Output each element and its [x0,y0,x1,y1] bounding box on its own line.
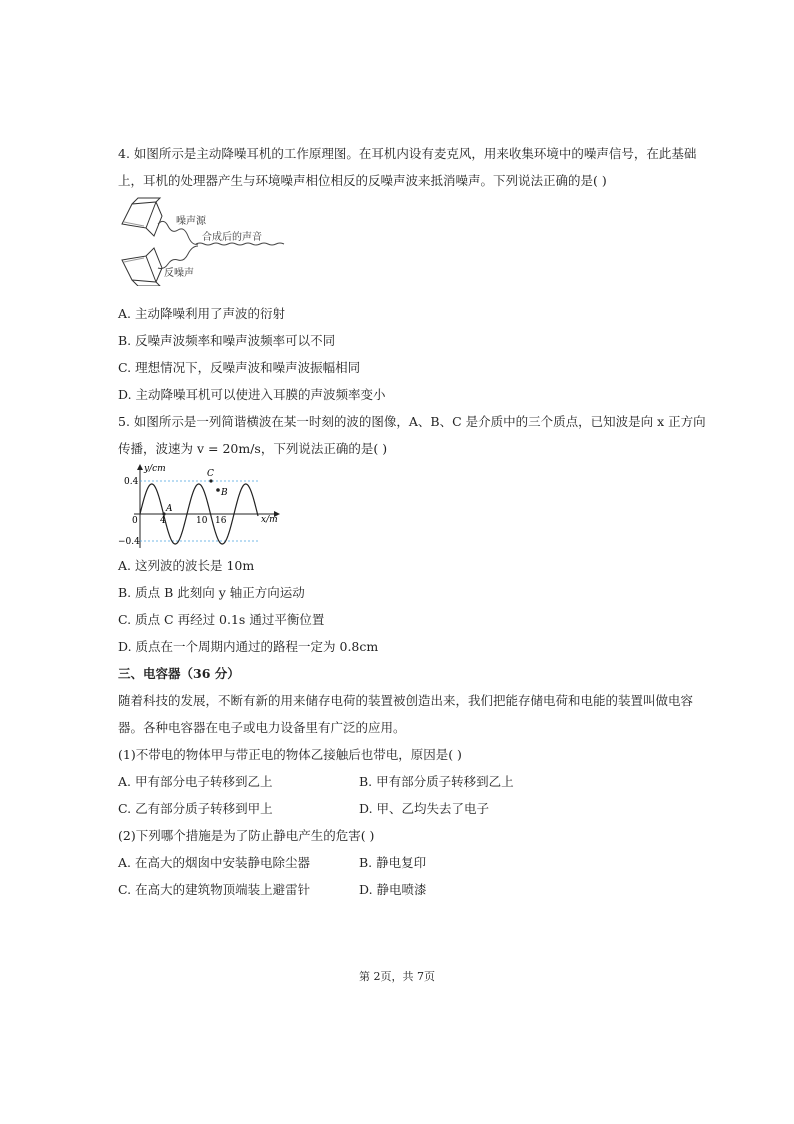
sub2-option-a: A. 在高大的烟囱中安装静电除尘器 [118,855,310,870]
y-tick-top: 0.4 [124,477,139,487]
label-anti-noise: 反噪声 [164,268,194,279]
q4-option-a: A. 主动降噪利用了声波的衍射 [118,306,285,321]
combined-wave-icon [196,243,284,245]
q5-option-b: B. 质点 B 此刻向 y 轴正方向运动 [118,585,305,600]
q4-option-b: B. 反噪声波频率和噪声波频率可以不同 [118,333,336,348]
q4-stem-line2: 上，耳机的处理器产生与环境噪声相位相反的反噪声波来抵消噪声。下列说法正确的是( ) [118,173,607,188]
point-b-marker [216,488,220,492]
x-tick-4: 4 [160,516,166,526]
sub2-option-b: B. 静电复印 [359,855,427,870]
sub1-option-a: A. 甲有部分电子转移到乙上 [118,774,273,789]
speaker-top-icon [122,198,162,236]
noise-cancel-figure [118,196,288,286]
speaker-bottom-icon [122,248,162,286]
page-footer: 第 2页，共 7页 [359,970,435,983]
sub2-option-d: D. 静电喷漆 [359,882,427,897]
q5-option-c: C. 质点 C 再经过 0.1s 通过平衡位置 [118,612,325,627]
x-tick-16: 16 [215,516,227,526]
label-combined: 合成后的声音 [202,232,262,243]
section3-title: 三、电容器（36 分） [118,666,240,681]
anti-noise-wave-icon [158,246,198,269]
point-c-marker [209,479,212,482]
sub2-option-c: C. 在高大的建筑物顶端装上避雷针 [118,882,311,897]
point-a-label: A [166,504,173,514]
sub1-option-d: D. 甲、乙均失去了电子 [359,801,490,816]
q4-option-c: C. 理想情况下，反噪声波和噪声波振幅相同 [118,360,361,375]
sub1-option-c: C. 乙有部分质子转移到甲上 [118,801,273,816]
q4-stem-line1: 4. 如图所示是主动降噪耳机的工作原理图。在耳机内设有麦克风，用来收集环境中的噪声信号，在此基础 [118,146,697,161]
q5-stem-line2: 传播，波速为 v = 20m/s，下列说法正确的是( ) [118,441,388,456]
x-tick-10: 10 [196,516,208,526]
sub1-stem: (1)不带电的物体甲与带正电的物体乙接触后也带电，原因是( ) [118,747,462,762]
y-axis-label: y/cm [144,464,166,474]
q5-option-a: A. 这列波的波长是 10m [118,558,255,573]
q5-stem-line1: 5. 如图所示是一列简谐横波在某一时刻的波的图像，A、B、C 是介质中的三个质点，已知波是向 x 正方向 [118,414,706,429]
label-noise-source: 噪声源 [176,216,206,227]
section3-intro-line2: 器。各种电容器在电子或电力设备里有广泛的应用。 [118,720,406,735]
point-c-label: C [207,469,214,479]
sub1-option-b: B. 甲有部分质子转移到乙上 [359,774,514,789]
wave-graph [118,460,288,552]
q4-option-d: D. 主动降噪耳机可以使进入耳膜的声波频率变小 [118,387,386,402]
section3-intro-line1: 随着科技的发展，不断有新的用来储存电荷的装置被创造出来，我们把能存储电荷和电能的装置叫做电容 [118,693,694,708]
point-b-label: B [221,488,228,498]
y-tick-bottom: −0.4 [118,537,140,547]
sub2-stem: (2)下列哪个措施是为了防止静电产生的危害( ) [118,828,375,843]
y-axis-arrow-icon [137,464,143,470]
x-axis-label: x/m [261,515,278,525]
q5-option-d: D. 质点在一个周期内通过的路程一定为 0.8cm [118,639,379,654]
x-tick-0: 0 [132,516,138,526]
